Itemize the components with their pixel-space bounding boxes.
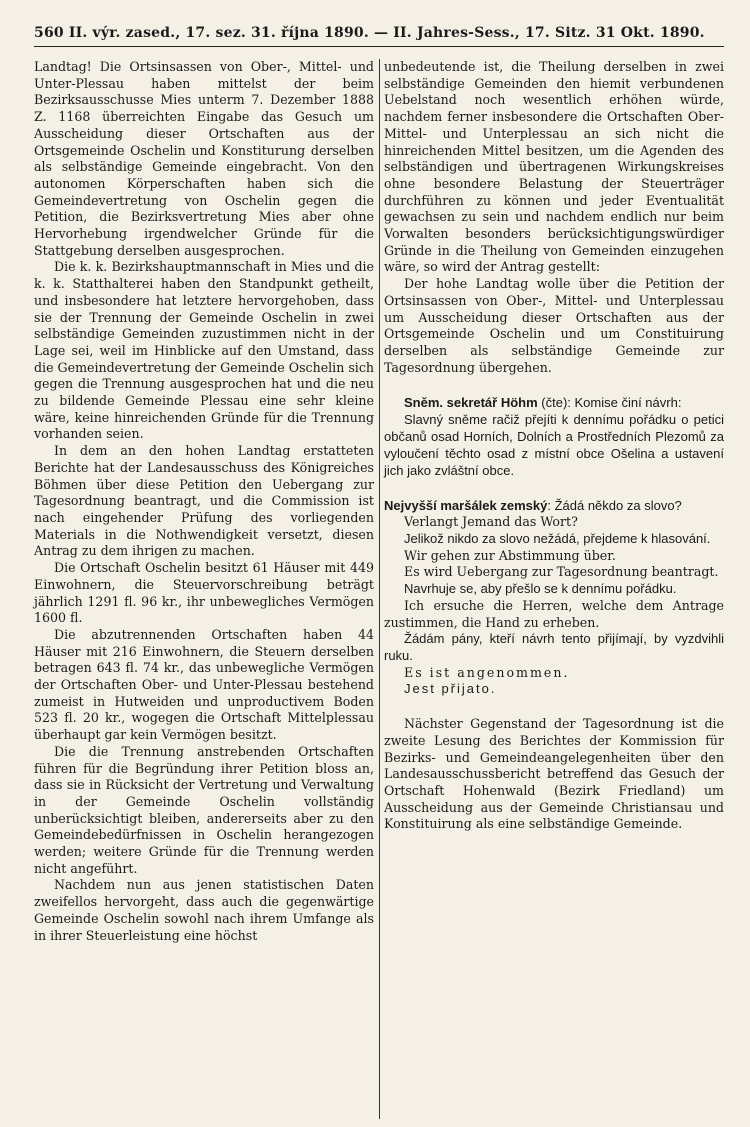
paragraph: Nächster Gegenstand der Tagesordnung ist die zweite Lesung des Berichtes der Kommission für Bezirks- und Gemeindeangelegenheiten über den Landesausschussbericht betreffend das Gesuch der Ortschaft Hohenwald (Bezirk Friedland) um Ausscheidung aus der Gemeinde Christiansau und Konstituirung als eine selbständige Gemeinde. [384,716,724,832]
paragraph: In dem an den hohen Landtag erstatteten Berichte hat der Landesausschuss des Königreiches Böhmen über diese Petition den Uebergang zur Tagesordnung beantragt, und die Commission ist nach eingehender Prüfung des vorliegenden Materials in die Nothwendigkeit versetzt, diesen Antrag zu dem ihrigen zu machen. [34,443,374,559]
line: Es wird Uebergang zur Tagesordnung beantragt. [404,564,719,580]
secretary-statement [384,394,724,479]
line: Jelikož nikdo za slovo nežádá, přejdeme k hlasování. [404,531,711,547]
motion-text: Slavný sněme račiž přejíti k dennímu pořádku o petici občanů osad Horních, Dolních a Prostředních Plezomů za vyloučení těchto osad z místní obce Ošelina a ustavení jich jako zvláštní obce. [384,412,724,479]
line: Verlangt Jemand das Wort? [404,514,578,530]
paragraph: Der hohe Landtag wolle über die Petition der Ortsinsassen von Ober-, Mittel- und Unterplessau um Ausscheidung dieser Ortschaften aus der Ortsgemeinde Oschelin und um Constituirung derselben als selbständige Gemeinde zur Tagesordnung übergehen. [384,276,724,375]
right-column [384,59,724,944]
paragraph: Die k. k. Bezirkshauptmannschaft in Mies und die k. k. Statthalterei haben den Standpunkt getheilt, und insbesondere hat letztere hervorgehoben, dass sie der Trennung der Gemeinde Oschelin in zwei selbständige Gemeinden zuzustimmen nicht in der Lage sei, weil im Hinblicke auf den Umstand, dass die Gemeindevertretung der Gemeinde Oschelin sich gegen die Trennung ausgesprochen hat und die neu zu bildende Gemeinde Plessau eine sehr kleine wäre, keine hinreichenden Gründe für die Trennung vorhanden seien. [34,259,374,442]
marshal-statement [384,497,724,514]
line: Es ist angenommen. [404,664,570,680]
speaker-name: Nejvyšší maršálek zemský [384,498,548,514]
paragraph: Die abzutrennenden Ortschaften haben 44 Häuser mit 216 Einwohnern, die Steuern derselben betragen 643 fl. 74 kr., das unbewegliche Vermögen der Ortschaften Ober- und Unter-Plessau bestehend zumeist in Hutweiden und unproductivem Boden 523 fl. 20 kr., wogegen die Ortschaft Mittelplessau überhaupt gar kein Vermögen besitzt. [34,626,374,743]
speaker-name: Sněm. sekretář Höhm [404,395,538,411]
paragraph: Die Ortschaft Oschelin besitzt 61 Häuser mit 449 Einwohnern, die Steuervorschreibung beträgt jährlich 1291 fl. 96 kr., ihr unbewegliches Vermögen 1600 fl. [34,560,374,626]
page-header: 560 II. výr. zased., 17. sez. 31. října 1890. — II. Jahres-Sess., 17. Sitz. 31 Okt. 1890. [34,24,724,47]
line: Wir gehen zur Abstimmung über. [404,547,616,563]
left-column [34,59,374,944]
line: Navrhuje se, aby přešlo se k dennímu pořádku. [404,581,677,597]
paragraph: Die die Trennung anstrebenden Ortschaften führen für die Begründung ihrer Petition bloss an, dass sie in Rücksicht der Vertretung und Verwaltung in der Gemeinde Oschelin vollständig unberücksichtigt bleiben, andererseits aber zu den Gemeindebedürfnissen in Oschelin herangezogen werden; weitere Gründe für die Trennung werden nicht angeführt. [34,743,374,876]
line: Jest přijato. [404,681,497,697]
text-columns [34,59,724,944]
paragraph: Nachdem nun aus jenen statistischen Daten zweifellos hervorgeht, dass auch die gegenwärtige Gemeinde Oschelin sowohl nach ihrem Umfange als in ihrer Steuerleistung eine höchst [34,877,374,943]
document-page [34,24,724,944]
speaker-line [384,497,724,514]
line: Žádám pány, kteří návrh tento přijímají, by vyzdvihli ruku. [384,631,724,663]
paragraph: Landtag! Die Ortsinsassen von Ober-, Mittel- und Unter-Plessau haben mittelst der beim Bezirksausschusse Mies unterm 7. Dezember 1888 Z. 1168 überreichten Eingabe das Gesuch um Ausscheidung dieser Ortschaften aus der Ortsgemeinde Oschelin und Konstiturung derselben als selbständige Gemeinde eingebracht. Von den autonomen Körperschaften haben sich die Gemeindevertretung von Oschelin gegen die Petition, die Bezirksvertretung Mies aber ohne Hervorhebung irgendwelcher Gründe für die Stattgebung derselben ausgesprochen. [34,59,374,258]
column-divider [379,59,380,1119]
speaker-tail: : Žádá někdo za slovo? [547,498,682,514]
speaker-line [384,394,724,411]
paragraph: unbedeutende ist, die Theilung derselben in zwei selbständige Gemeinden den hiemit verbundenen Uebelstand noch wesentlich erhöhen würde, nachdem ferner insbesondere die Ortschaften Ober- Mittel- und Unterplessau an sich nicht die hinreichenden Mittel besitzen, um die Agenden des selbständigen und übertragenen Wirkungskreises ohne besondere Belastung der Steuerträger durchführen zu können und jeder Eventualität gewachsen zu sein und nachdem endlich nur beim Vorwalten besonders berücksichtigungswürdiger Gründe in die Theilung von Gemeinden einzugehen wäre, so wird der Antrag gestellt: [384,59,724,275]
line: Ich ersuche die Herren, welche dem Antrage zustimmen, die Hand zu erheben. [384,597,724,630]
speaker-tail: (čte): Komise činí návrh: [537,395,682,411]
